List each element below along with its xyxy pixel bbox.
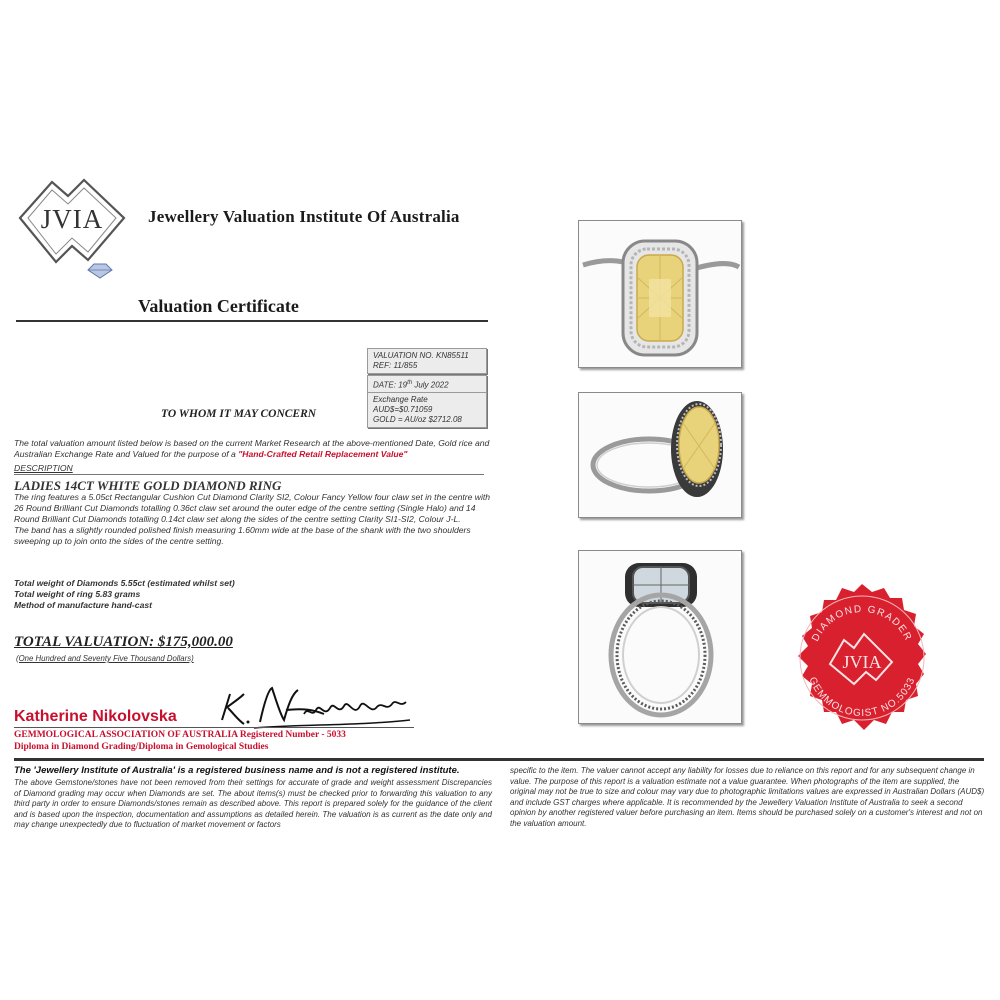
date-prefix: DATE: 19	[373, 380, 408, 390]
total-valuation-words: (One Hundred and Seventy Five Thousand Dollars)	[16, 654, 194, 663]
handwritten-signature	[214, 680, 414, 732]
description-divider	[14, 474, 484, 475]
valuation-purpose: "Hand-Crafted Retail Replacement Value"	[238, 449, 408, 459]
footer-disclaimer-right: specific to the item. The valuer cannot accept any liability for losses due to reliance on this report and for any subsequent change in value. The purpose of this report is a valuation estimate not a value guarantee. When photographs of the item are supplied, the original may not be true to size and colour may vary due to photographic limitations values are expressed in Australian Dollars (AUD$) and include GST charges where applicable. It is recommended by the Jewellery Valuation Institute of Australia to seek a second opinion by another registered valuer before purchasing an item. Items should be purchased solely on a customer's interest and not on the valuation amount.	[510, 766, 985, 828]
description-label: DESCRIPTION	[14, 463, 73, 473]
ring-photo-front	[578, 550, 742, 724]
institute-name: Jewellery Valuation Institute Of Australia	[148, 207, 460, 226]
salutation: TO WHOM IT MAY CONCERN	[161, 408, 317, 420]
manufacture-method: Method of manufacture hand-cast	[14, 600, 152, 610]
logo-text: JVIA	[40, 204, 104, 234]
diamond-grader-seal	[784, 582, 940, 738]
weight-ring: Total weight of ring 5.83 grams	[14, 589, 141, 599]
description-paragraph-2: The band has a slightly rounded polished finish measuring 1.60mm wide at the base of the shank with the two shoulders sweeping up to join onto the sides of the centre setting.	[14, 525, 471, 546]
reference-number: REF: 11/855	[373, 361, 418, 370]
ring-photo-side	[578, 392, 742, 518]
jvia-logo	[16, 176, 128, 280]
aud-rate: AUD$=$0.71059	[373, 405, 433, 414]
date-suffix: July 2022	[412, 380, 449, 390]
signer-credential-registration: GEMMOLOGICAL ASSOCIATION OF AUSTRALIA Registered Number - 5033	[14, 730, 346, 740]
diamond-icon	[88, 264, 112, 278]
valuation-info-box	[367, 348, 487, 374]
item-description	[14, 492, 494, 547]
intro-text	[14, 438, 494, 460]
exchange-label: Exchange Rate	[373, 395, 428, 404]
footer-divider	[14, 758, 984, 761]
item-title: LADIES 14CT WHITE GOLD DIAMOND RING	[14, 478, 282, 493]
ring-photo-top	[578, 220, 742, 368]
title-divider	[16, 320, 488, 322]
seal-bottom-text: GEMMOLOGIST NO.5033	[806, 675, 918, 720]
footer-heading: The 'Jewellery Institute of Australia' is a registered business name and is not a registered institute.	[14, 765, 460, 776]
date-box	[367, 375, 487, 394]
seal-center-text: JVIA	[842, 652, 882, 672]
exchange-box	[367, 392, 487, 428]
date-sup: th	[407, 380, 413, 386]
signer-credential-diploma: Diploma in Diamond Grading/Diploma in Gemological Studies	[14, 742, 269, 752]
description-paragraph-1: The ring features a 5.05ct Rectangular Cushion Cut Diamond Clarity SI2, Colour Fancy Yellow four claw set in the centre with 26 Round Brilliant Cut Diamonds totalling 0.36ct claw set around the outer edge of the centre setting (Single Halo) and 14 Round Brilliant Cut Diamonds totalling 0.14ct claw set along the sides of the centre setting Clarity SI1-SI2, Colour J-L.	[14, 492, 491, 524]
valuation-number: VALUATION NO. KN85511	[373, 351, 469, 360]
total-valuation: TOTAL VALUATION: $175,000.00	[14, 634, 233, 650]
certificate-title: Valuation Certificate	[138, 296, 299, 316]
weight-diamonds: Total weight of Diamonds 5.55ct (estimated whilst set)	[14, 578, 235, 588]
intro-body: The total valuation amount listed below is based on the current Market Research at the above-mentioned Date, Gold rice and Australian Exchange Rate and Valued for the purpose of a	[14, 438, 490, 459]
seal-top-text: DIAMOND GRADER	[810, 603, 914, 644]
signature-line	[14, 727, 414, 728]
footer-disclaimer-left: The above Gemstone/stones have not been removed from their settings for accurate of grade and weight assessment Discrepancies of Diamond grading may occur when Diamonds are set. The about items(s) must be checked prior to forwarding this valuation to any third party in order to ensure Diamonds/stones remain as described above. This report is prepared solely for the guidance of the client and is based upon the inspection, documentation and assumptions as detailed herein. The valuation is as current as the date only and may change unexpectedly due to fluctuation of market movement or factors	[14, 778, 492, 830]
weights-block	[14, 578, 235, 611]
gold-price: GOLD = AU/oz $2712.08	[373, 415, 462, 424]
signer-name: Katherine Nikolovska	[14, 708, 177, 725]
